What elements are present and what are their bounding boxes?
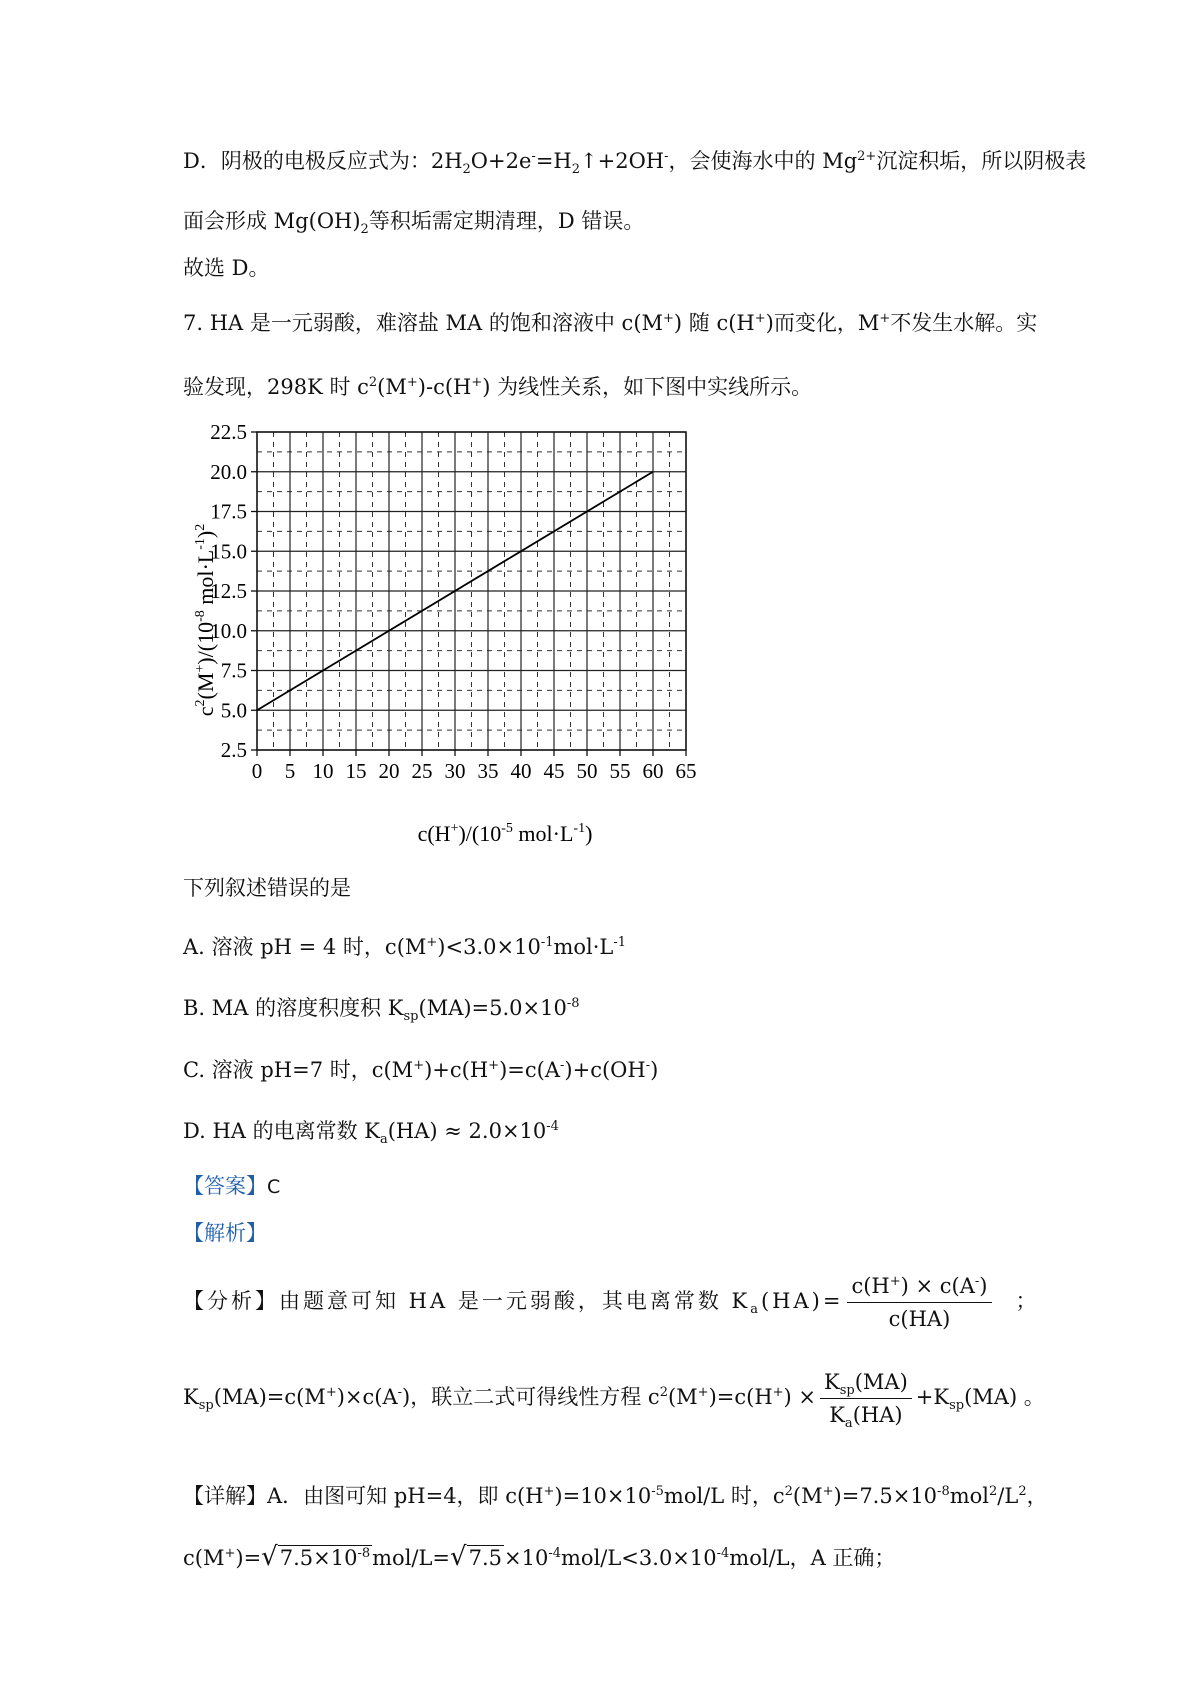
answer-value: C bbox=[267, 1176, 281, 1198]
option-d: D. HA 的电离常数 $K_a(HA) \approx 2.0\times 10^{-4}$ bbox=[183, 1119, 559, 1148]
detail-line1: 【详解】A．由图可知 pH=4，即 $c(H^+)=10\times 10^{-5}mol/L$ 时，$c^2(M^+)=7.5\times 10^{-8}mol^2/L^2$， bbox=[183, 1484, 1048, 1508]
x-tick-label: 45 bbox=[543, 759, 565, 783]
chart-grid bbox=[257, 432, 686, 750]
x-tick-label: 40 bbox=[510, 759, 532, 783]
analysis-fenxi: 【分析】由题意可知 HA 是一元弱酸，其电离常数 $K_a(HA)=$ $\frac{c(H^+) \times c(A^-)}{c(HA)}$ ； bbox=[183, 1274, 1040, 1331]
option-c: C. 溶液 pH=7 时，c(M+)+c(H+)=c(A-)+c(OH-) bbox=[183, 1058, 659, 1082]
y-tick-label: 15.0 bbox=[210, 539, 247, 564]
y-tick-label: 22.5 bbox=[210, 420, 247, 444]
y-axis-label: $c^2(M^+)/(10^{-8}$ $mol\cdot L^{-1})^2$ bbox=[193, 523, 218, 717]
text-d-line1: D．阴极的电极反应式为：$2H_2O+2e^-=H_2↑+2OH^-$，会使海水中的 $Mg^{2+}$沉淀积垢，所以阴极表 bbox=[183, 149, 1087, 178]
sqrt-sign: √ bbox=[450, 1542, 467, 1572]
text-d-line2: 面会形成 $Mg(OH)_2$等积垢需定期清理，D 错误。 bbox=[183, 209, 645, 238]
answer-label: 【答案】 bbox=[183, 1174, 267, 1198]
x-tick-label: 15 bbox=[345, 759, 367, 783]
y-tick-label: 12.5 bbox=[210, 579, 247, 603]
x-tick-label: 25 bbox=[411, 759, 433, 783]
y-tick-label: 20.0 bbox=[210, 459, 247, 484]
y-tick-label: 7.5 bbox=[220, 658, 247, 683]
x-tick-label: 65 bbox=[675, 759, 697, 783]
option-b: B. MA 的溶度积度积 $K_{sp}(MA)=5.0\times 10^{-8}$ bbox=[183, 996, 580, 1025]
question-prompt: 下列叙述错误的是 bbox=[183, 876, 351, 900]
x-tick-label: 0 bbox=[251, 759, 263, 783]
chart-ticks bbox=[210, 420, 696, 783]
fraction-ksp-ka: $\frac{K_{sp}(MA)}{K_a(HA)}$ bbox=[820, 1370, 912, 1427]
x-tick-label: 50 bbox=[576, 759, 598, 783]
x-tick-label: 5 bbox=[284, 759, 296, 783]
x-tick-label: 60 bbox=[642, 759, 664, 783]
x-tick-label: 30 bbox=[444, 759, 466, 783]
answer-line bbox=[183, 1170, 280, 1200]
analysis-ksp: $K_{sp}(MA)=c(M^+)\times c(A^-)$，联立二式可得线性方程 $c^2(M^+)=c(H^+)$ × $\frac{K_{sp}(MA)}{K_a(HA)}$ $+K_{sp}(MA)$ 。 bbox=[183, 1370, 1045, 1432]
question-7-line1: 7. HA 是一元弱酸，难溶盐 MA 的饱和溶液中 c(M+) 随 c(H+)而变化，M+不发生水解。实 bbox=[183, 311, 1038, 335]
x-axis-label: $c(H^+)/(10^{-5}$ $mol\cdot L^{-1}$) bbox=[417, 821, 593, 846]
x-tick-label: 10 bbox=[312, 759, 334, 783]
option-a: A. 溶液 pH = 4 时，$c(M^+)<3.0\times 10^{-1}mol\cdot L^{-1}$ bbox=[183, 935, 627, 959]
chart bbox=[175, 420, 775, 855]
x-tick-label: 20 bbox=[378, 759, 400, 783]
y-tick-label: 2.5 bbox=[220, 738, 247, 762]
text-d-line3: 故选 D。 bbox=[183, 256, 270, 280]
analysis-heading: 【解析】 bbox=[183, 1221, 267, 1245]
x-tick-label: 35 bbox=[477, 759, 499, 783]
detail-line2: $c(M^+)=√7.5\times 10^{-8}mol/L=√7.5\times 10^{-4}mol/L<3.0\times 10^{-4}mol/L$，A 正确； bbox=[183, 1542, 896, 1572]
y-tick-label: 5.0 bbox=[220, 698, 247, 723]
y-tick-label: 10.0 bbox=[210, 618, 247, 643]
sqrt-sign: √ bbox=[261, 1542, 278, 1572]
question-7-line2: 验发现，298K 时 $c^2(M^+)-c(H^+)$ 为线性关系，如下图中实线所示。 bbox=[183, 375, 813, 399]
fraction-ka: $\frac{c(H^+) \times c(A^-)}{c(HA)}$ bbox=[847, 1274, 991, 1331]
y-tick-label: 17.5 bbox=[210, 499, 247, 524]
x-tick-label: 55 bbox=[609, 759, 631, 783]
